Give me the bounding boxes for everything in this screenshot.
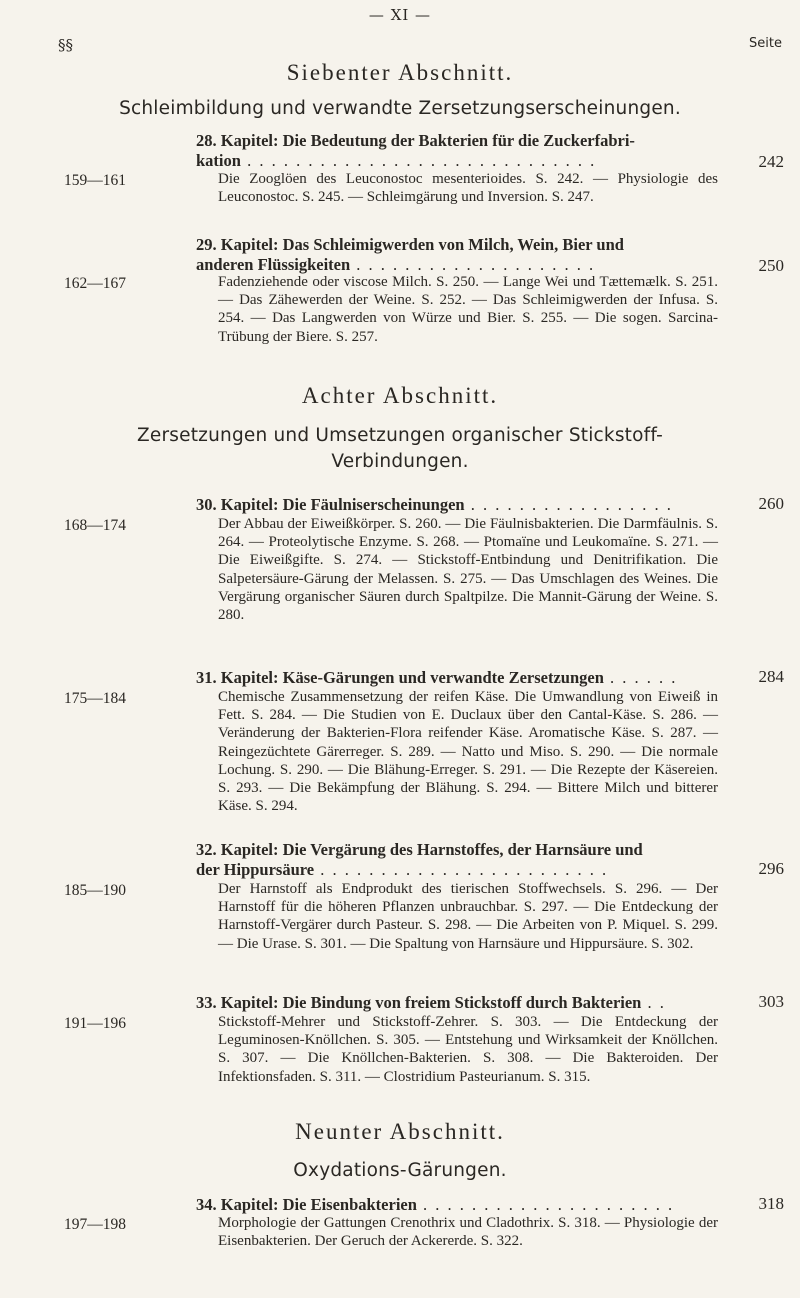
paragraph-range: 162—167 — [64, 275, 126, 292]
paragraph-range: 168—174 — [64, 517, 126, 534]
section-title: Neunter Abschnitt. — [295, 1119, 505, 1144]
chapter-page: 260 — [758, 494, 784, 513]
chapter-heading: 31. Kapitel: Käse-Gärungen und verwandte Zersetzungen . . . . . . — [196, 668, 678, 687]
section-theme-continued: Verbindungen. — [331, 451, 469, 472]
section-theme: Schleimbildung und verwandte Zersetzungserscheinungen. — [119, 98, 681, 119]
chapter-heading: 28. Kapitel: Die Bedeutung der Bakterien für die Zuckerfabri- kation . . . . . . . . . . . . . . . . . . . . . . . . . . . . . — [196, 131, 635, 170]
paragraph-range: 191—196 — [64, 1015, 126, 1032]
chapter-summary: Fadenziehende oder viscose Milch. S. 250. — Lange Wei und Tættemælk. S. 251. — Das Zähewerden der Weine. S. 252. — Das Schleimigwerden der Infusa. S. 254. — Das Langwerden von Würze und Bier. S. 255. — Die sogen. Sarcina-Trübung der Biere. S. 257. — [218, 274, 718, 345]
chapter-heading: 29. Kapitel: Das Schleimigwerden von Milch, Wein, Bier und anderen Flüssigkeiten . . . . . . . . . . . . . . . . . . . . — [196, 235, 624, 274]
section-theme: Zersetzungen und Umsetzungen organischer Stickstoff- — [137, 425, 663, 446]
chapter-page: 284 — [758, 667, 784, 686]
chapter-page: 318 — [758, 1194, 784, 1213]
section-title: Achter Abschnitt. — [301, 383, 499, 408]
chapter-summary: Der Harnstoff als Endprodukt des tierischen Stoffwechsels. S. 296. — Der Harnstoff für die höheren Pflanzen unbrauchbar. S. 297. — Die Entdeckung der Harnstoff-Vergärer durch Pasteur. S. 298. — Die Arbeiten von P. Miquel. S. 299. — Die Urase. S. 301. — Die Spaltung von Harnsäure und Hippursäure. S. 302. — [218, 881, 718, 952]
section-title: Siebenter Abschnitt. — [286, 60, 514, 85]
page-column-header: Seite — [749, 36, 782, 51]
section-theme: Oxydations-Gärungen. — [293, 1160, 507, 1181]
chapter-summary: Die Zooglöen des Leuconostoc mesenterioides. S. 242. — Physiologie des Leuconostoc. S. 245. — Schleimgärung und Inversion. S. 247. — [218, 171, 718, 206]
chapter-page: 242 — [758, 152, 784, 171]
paragraph-range: 175—184 — [64, 690, 126, 707]
paragraph-range: 185—190 — [64, 882, 126, 899]
chapter-page: 303 — [758, 992, 784, 1011]
page-number: — XI — — [368, 6, 432, 24]
chapter-heading: 33. Kapitel: Die Bindung von freiem Stickstoff durch Bakterien . . — [196, 993, 666, 1012]
chapter-heading: 34. Kapitel: Die Eisenbakterien . . . . . . . . . . . . . . . . . . . . . — [196, 1195, 675, 1214]
paragraph-column-header: §§ — [58, 36, 73, 54]
chapter-summary: Der Abbau der Eiweißkörper. S. 260. — Die Fäulnisbakterien. Die Darmfäulnis. S. 264. — Proteolytische Enzyme. S. 268. — Ptomaïne und Leukomaïne. S. 271. — Die Eiweißgifte. S. 274. — Stickstoff-Entbindung und Denitrifikation. Die Salpetersäure-Gärung der Melassen. S. 275. — Das Umschlagen des Weines. Die Vergärung organischer Säuren durch Spaltpilze. Die Mannit-Gärung der Weine. S. 280. — [218, 516, 718, 624]
chapter-summary: Morphologie der Gattungen Crenothrix und Cladothrix. S. 318. — Physiologie der Eisenbakterien. Der Geruch der Ackererde. S. 322. — [218, 1215, 718, 1250]
paragraph-range: 159—161 — [64, 172, 126, 189]
chapter-summary: Stickstoff-Mehrer und Stickstoff-Zehrer. S. 303. — Die Entdeckung der Leguminosen-Knöllchen. S. 305. — Entstehung und Wirksamkeit der Knöllchen. S. 307. — Die Knöllchen-Bakterien. S. 308. — Die Bakteroiden. Der Infektionsfaden. S. 311. — Clostridium Pasteurianum. S. 315. — [218, 1014, 718, 1085]
chapter-page: 250 — [758, 256, 784, 275]
chapter-heading: 30. Kapitel: Die Fäulniserscheinungen . . . . . . . . . . . . . . . . . — [196, 495, 673, 514]
chapter-page: 296 — [758, 859, 784, 878]
paragraph-range: 197—198 — [64, 1216, 126, 1233]
chapter-heading: 32. Kapitel: Die Vergärung des Harnstoffes, der Harnsäure und der Hippursäure . . . . . . . . . . . . . . . . . . . . . . . . — [196, 840, 643, 879]
chapter-summary: Chemische Zusammensetzung der reifen Käse. Die Umwandlung von Eiweiß in Fett. S. 284. — Die Studien von E. Duclaux über den Cantal-Käse. S. 286. — Veränderung der Bakterien-Flora reifender Käse. Aromatische Käse. S. 287. — Reingezüchtete Gärerreger. S. 289. — Natto und Miso. S. 290. — Die normale Lochung. S. 290. — Die Blähung-Erreger. S. 291. — Die Rezepte der Käsereien. S. 293. — Die Bekämpfung der Blähung. S. 294. — Bittere Milch und bitterer Käse. S. 294. — [218, 689, 718, 815]
